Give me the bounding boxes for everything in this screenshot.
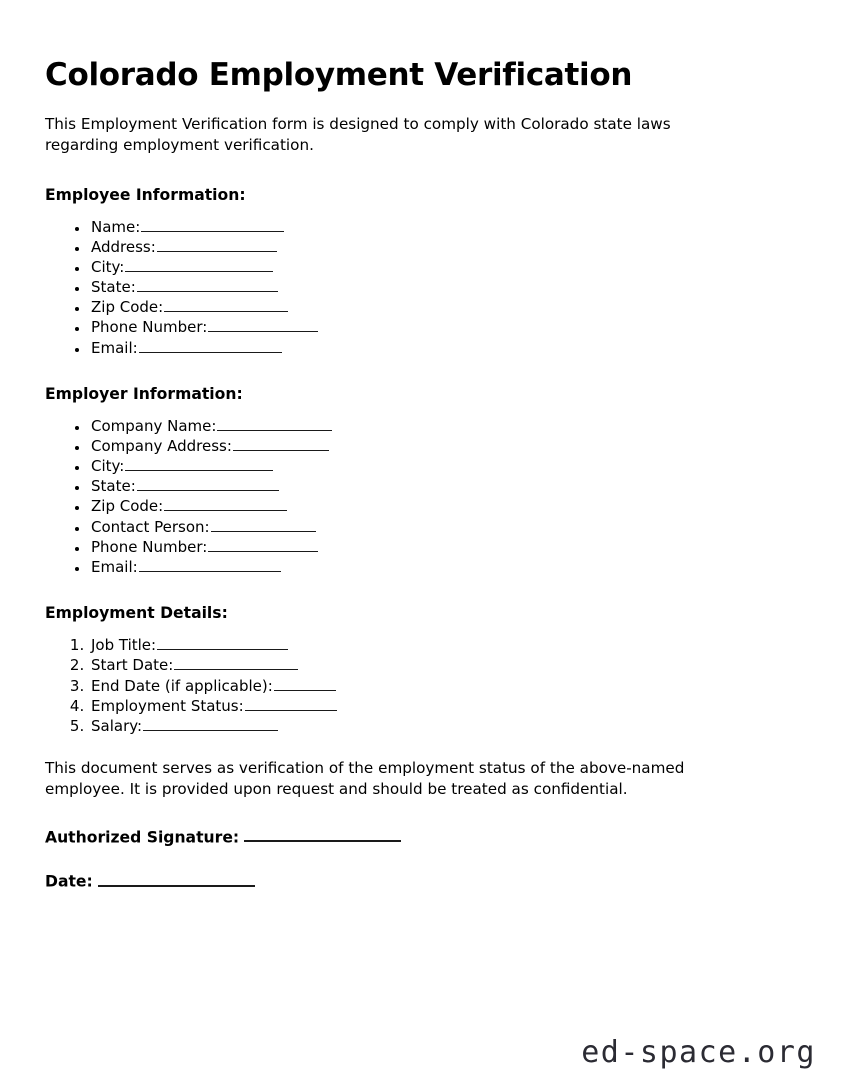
employment-detail-field-input[interactable]	[274, 676, 336, 691]
employer-field-input[interactable]	[125, 456, 273, 471]
employee-information-list	[45, 217, 784, 358]
employment-detail-field-input[interactable]	[174, 656, 298, 671]
list-item	[89, 456, 784, 476]
authorized-signature-field[interactable]	[244, 826, 401, 842]
authorized-signature-label: Authorized Signature:	[45, 828, 240, 847]
employer-field-input[interactable]	[139, 557, 281, 572]
list-item	[89, 277, 784, 297]
employee-field-input[interactable]	[125, 257, 273, 272]
employment-detail-field-input[interactable]	[245, 696, 337, 711]
employment-detail-field-label: Salary:	[91, 716, 143, 735]
employee-field-input[interactable]	[139, 338, 282, 353]
employee-field-input[interactable]	[208, 318, 318, 333]
employee-field-input[interactable]	[157, 237, 277, 252]
authorized-signature-line	[45, 826, 784, 846]
employee-field-label: Name:	[91, 217, 141, 236]
closing-paragraph: This document serves as verification of the employment status of the above-named employee. It is provided upon request and should be treated as confidential.	[45, 759, 685, 798]
employee-field-label: City:	[91, 257, 125, 276]
intro-paragraph: This Employment Verification form is designed to comply with Colorado state laws regarding employment verification.	[45, 114, 671, 154]
list-item	[89, 317, 784, 337]
list-item	[89, 416, 784, 436]
employee-field-input[interactable]	[137, 277, 278, 292]
list-item	[89, 635, 784, 655]
employment-detail-field-label: Start Date:	[91, 656, 174, 675]
employer-information-list	[45, 416, 784, 577]
employee-field-input[interactable]	[141, 217, 284, 232]
date-line	[45, 870, 784, 890]
list-item	[89, 257, 784, 277]
list-item	[89, 716, 784, 736]
employer-field-input[interactable]	[217, 416, 332, 431]
list-item	[89, 338, 784, 358]
employment-detail-field-input[interactable]	[143, 716, 278, 731]
employment-details-heading: Employment Details:	[45, 604, 228, 623]
employee-field-label: Phone Number:	[91, 318, 208, 337]
list-item	[89, 676, 784, 696]
list-item	[89, 557, 784, 577]
employer-field-label: Email:	[91, 557, 138, 576]
employee-field-label: Email:	[91, 338, 138, 357]
employee-field-label: Zip Code:	[91, 298, 164, 317]
date-field[interactable]	[98, 870, 255, 886]
employer-field-label: City:	[91, 457, 125, 476]
list-item	[89, 655, 784, 675]
list-item	[89, 436, 784, 456]
employment-detail-field-label: End Date (if applicable):	[91, 676, 273, 695]
employer-field-label: Company Name:	[91, 416, 217, 435]
list-item	[89, 537, 784, 557]
list-item	[89, 237, 784, 257]
employer-field-input[interactable]	[164, 497, 287, 512]
employee-field-label: State:	[91, 278, 136, 297]
employee-field-input[interactable]	[164, 297, 288, 312]
employee-information-heading: Employee Information:	[45, 185, 246, 204]
employment-detail-field-input[interactable]	[157, 635, 288, 650]
date-label: Date:	[45, 872, 93, 891]
employment-detail-field-label: Job Title:	[91, 636, 157, 655]
employer-field-label: Contact Person:	[91, 517, 210, 536]
list-item	[89, 696, 784, 716]
employer-information-heading: Employer Information:	[45, 384, 243, 403]
employer-field-label: Zip Code:	[91, 497, 164, 516]
list-item	[89, 476, 784, 496]
footer-watermark: ed-space.org	[581, 1035, 816, 1070]
employer-field-input[interactable]	[208, 537, 318, 552]
employer-field-input[interactable]	[137, 477, 279, 492]
employment-detail-field-label: Employment Status:	[91, 696, 244, 715]
list-item	[89, 297, 784, 317]
employer-field-input[interactable]	[211, 517, 316, 532]
employer-field-label: Phone Number:	[91, 537, 208, 556]
page-title: Colorado Employment Verification	[45, 57, 633, 93]
employment-details-list	[45, 635, 784, 736]
employer-field-input[interactable]	[233, 436, 329, 451]
employer-field-label: Company Address:	[91, 436, 232, 455]
list-item	[89, 217, 784, 237]
list-item	[89, 517, 784, 537]
list-item	[89, 496, 784, 516]
employee-field-label: Address:	[91, 237, 156, 256]
employer-field-label: State:	[91, 477, 136, 496]
